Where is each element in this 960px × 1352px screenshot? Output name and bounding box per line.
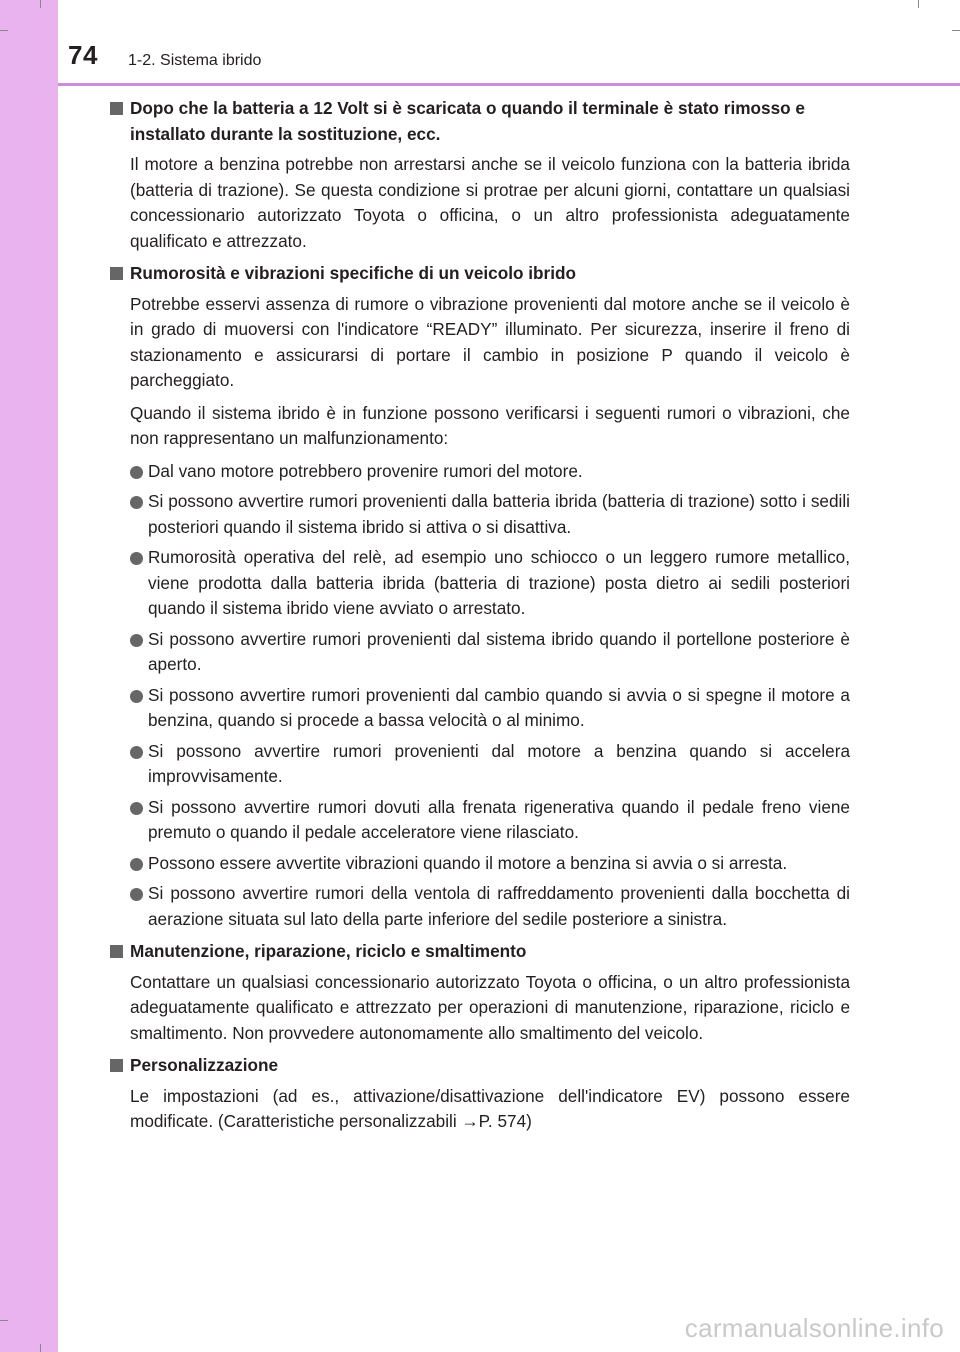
list-item — [110, 489, 850, 540]
heading-text: Dopo che la batteria a 12 Volt si è scaricata o quando il terminale è stato rimosso e installato durante la sostituzione, ecc. — [130, 98, 805, 144]
section-heading — [110, 261, 850, 287]
section-heading — [110, 939, 850, 965]
section — [110, 939, 850, 1046]
list-item — [110, 683, 850, 734]
list-item-text: Si possono avvertire rumori dovuti alla frenata rigenerativa quando il pedale freno viene premuto o quando il pedale acceleratore viene rilasciato. — [148, 796, 850, 842]
circle-bullet-icon — [130, 802, 143, 815]
page-content — [110, 96, 850, 1142]
list-item-text: Si possono avvertire rumori provenienti dalla batteria ibrida (batteria di trazione) sotto i sedili posteriori quando il sistema ibrido si attiva o si disattiva. — [148, 491, 850, 537]
circle-bullet-icon — [130, 552, 143, 565]
paragraph: Potrebbe esservi assenza di rumore o vibrazione provenienti dal motore anche se il veicolo è in grado di muoversi con l'indicatore “READY” illuminato. Per sicurezza, inserire il freno di stazionamento e assicurarsi di portare il cambio in posizione P quando il veicolo è parcheggiato. — [130, 293, 850, 390]
square-bullet-icon — [110, 1059, 123, 1072]
circle-bullet-icon — [130, 858, 143, 871]
list-item-text: Dal vano motore potrebbero provenire rumori del motore. — [148, 460, 583, 481]
list-item-text: Si possono avvertire rumori della ventola di raffreddamento provenienti dalla bocchetta di aerazione situata sul lato della parte inferiore del sedile posteriore a sinistra. — [148, 883, 850, 929]
list-item-text: Si possono avvertire rumori provenienti dal motore a benzina quando si accelera improvvisamente. — [148, 740, 850, 786]
circle-bullet-icon — [130, 466, 143, 479]
paragraph: Il motore a benzina potrebbe non arrestarsi anche se il veicolo funziona con la batteria ibrida (batteria di trazione). Se questa condizione si protrae per alcuni giorni, contattare un qualsiasi concessionario autorizzato Toyota o officina, o un altro professionista adeguatamente qualificato e attrezzato. — [130, 154, 850, 251]
circle-bullet-icon — [130, 690, 143, 703]
section — [110, 96, 850, 254]
paragraph: Contattare un qualsiasi concessionario autorizzato Toyota o officina, o un altro professionista adeguatamente qualificato e attrezzato per operazioni di manutenzione, riparazione, riciclo e smaltimento. Non provvedere autonomamente allo smaltimento del veicolo. — [130, 971, 850, 1043]
list-item-text: Possono essere avvertite vibrazioni quando il motore a benzina si avvia o si arresta. — [148, 852, 788, 873]
bullet-list — [110, 459, 850, 933]
circle-bullet-icon — [130, 888, 143, 901]
crop-mark — [0, 1320, 8, 1321]
section-title: 1-2. Sistema ibrido — [128, 52, 262, 69]
watermark: carmanualsonline.info — [684, 1313, 944, 1343]
list-item — [110, 795, 850, 846]
header-rule — [58, 83, 960, 86]
page-sidebar — [0, 0, 58, 1352]
crop-mark — [952, 30, 960, 31]
crop-mark — [40, 1344, 41, 1352]
list-item — [110, 739, 850, 790]
section — [110, 261, 850, 932]
square-bullet-icon — [110, 945, 123, 958]
heading-text: Rumorosità e vibrazioni specifiche di un veicolo ibrido — [130, 263, 577, 283]
list-item — [110, 545, 850, 622]
list-item — [110, 627, 850, 678]
square-bullet-icon — [110, 267, 123, 280]
list-item-text: Si possono avvertire rumori provenienti dal cambio quando si avvia o si spegne il motore a benzina, quando si procede a bassa velocità o al minimo. — [148, 684, 850, 730]
circle-bullet-icon — [130, 496, 143, 509]
crop-mark — [0, 30, 8, 31]
list-item-text: Rumorosità operativa del relè, ad esempio uno schiocco o un leggero rumore metallico, viene prodotta dalla batteria ibrida (batteria di trazione) posta dietro ai sedili posteriori quando il sistema ibrido viene avviato o arrestato. — [148, 547, 850, 618]
list-item — [110, 881, 850, 932]
paragraph: Quando il sistema ibrido è in funzione possono verificarsi i seguenti rumori o vibrazioni, che non rappresentano un malfunzionamento: — [130, 402, 850, 448]
circle-bullet-icon — [130, 634, 143, 647]
list-item — [110, 459, 850, 485]
section-heading — [110, 96, 850, 147]
heading-text: Manutenzione, riparazione, riciclo e smaltimento — [130, 941, 527, 961]
circle-bullet-icon — [130, 746, 143, 759]
square-bullet-icon — [110, 102, 123, 115]
list-item — [110, 851, 850, 877]
heading-text: Personalizzazione — [130, 1055, 279, 1075]
page-number: 74 — [68, 40, 98, 70]
crop-mark — [918, 0, 919, 8]
section — [110, 1053, 850, 1135]
crop-mark — [40, 0, 41, 8]
list-item-text: Si possono avvertire rumori provenienti dal sistema ibrido quando il portellone posteriore è aperto. — [148, 628, 850, 674]
section-heading — [110, 1053, 850, 1079]
paragraph: Le impostazioni (ad es., attivazione/disattivazione dell'indicatore EV) possono essere modificate. (Caratteristiche personalizzabili →P. 574) — [130, 1085, 850, 1131]
